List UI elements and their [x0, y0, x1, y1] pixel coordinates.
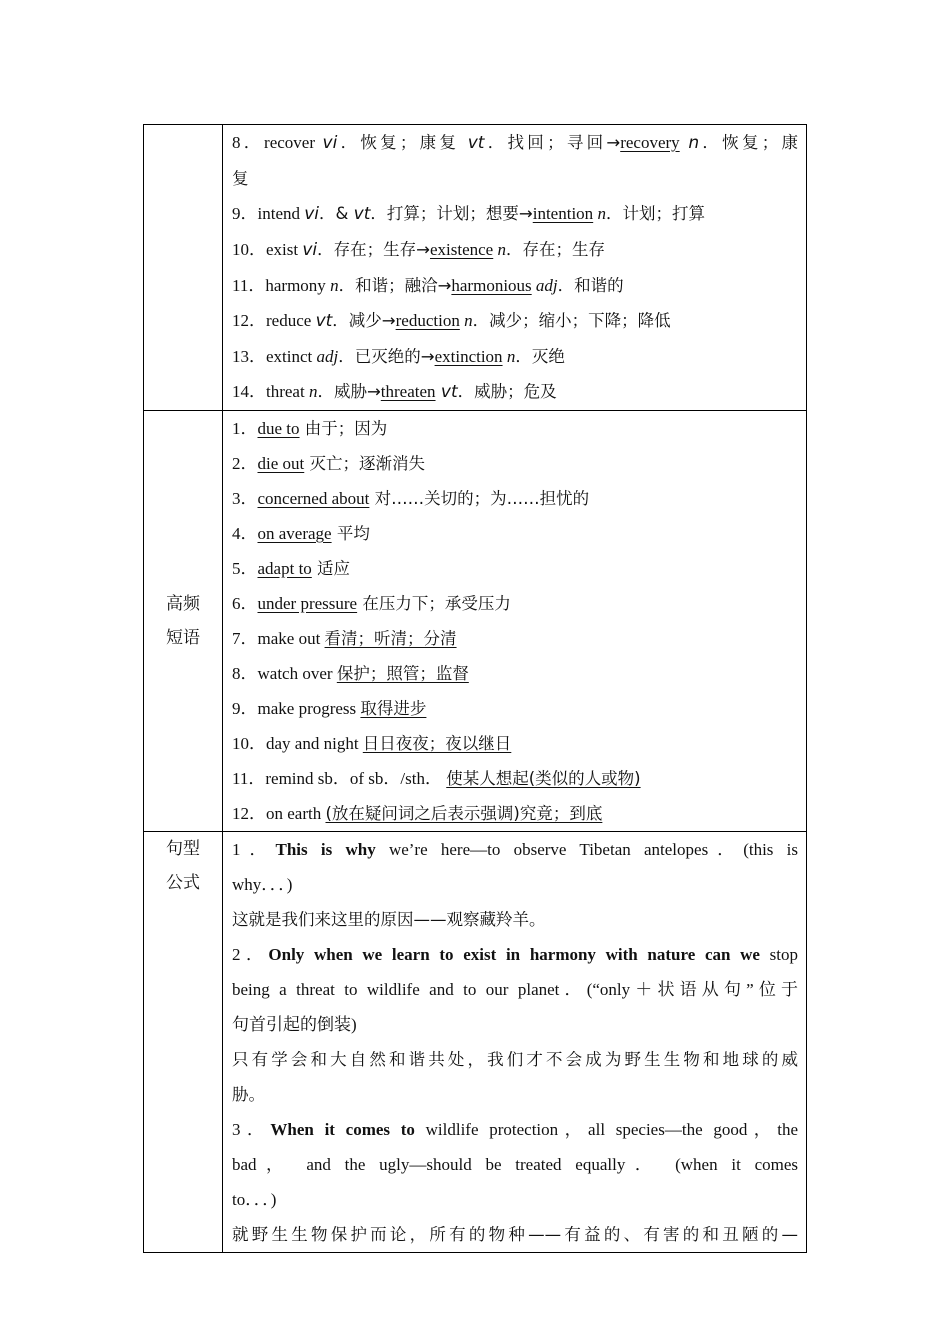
- phrase-item-1: 1．due to 由于；因为: [232, 419, 388, 438]
- vocabulary-table: [143, 124, 807, 1253]
- sentences-row: [144, 832, 807, 1253]
- sentence-3-line1: 3．When it comes to wildlife protection，all species—the good，the: [232, 1120, 799, 1139]
- phrases-label-line2: 短语: [166, 628, 200, 648]
- phrase-item-3: 3．concerned about 对……关切的；为……担忧的: [232, 489, 590, 508]
- phrase-item-11: 11．remind sb．of sb．/sth． 使某人想起(类似的人或物): [232, 769, 641, 788]
- derived-word: reduction: [395, 311, 460, 330]
- phrase-item-2: 2．die out 灭亡；逐渐消失: [232, 454, 425, 473]
- sentence-2-translation-1: 只有学会和大自然和谐共处，我们才不会成为野生生物和地球的威: [232, 1050, 798, 1069]
- vocab-item-10: 10．exist vi．存在；生存→existence n．存在；生存: [232, 240, 605, 260]
- vocab-item-9: 9．intend vi．& vt．打算；计划；想要→intention n．计划；打算: [232, 204, 705, 224]
- phrases-label-line1: 高频: [166, 594, 200, 614]
- sentence-3-translation-1: 就野生生物保护而论，所有的物种——有益的、有害的和丑陋的—: [232, 1225, 798, 1244]
- sentence-3-line3: to．．．): [232, 1190, 277, 1209]
- sentences-label-cell: [144, 832, 223, 1253]
- sentence-2-line1: 2．Only when we learn to exist in harmony with nature can we stop: [232, 945, 799, 964]
- sentences-label-line2: 公式: [166, 873, 200, 893]
- phrase-item-9: 9．make progress 取得进步: [232, 699, 427, 718]
- derived-word: existence: [429, 240, 494, 259]
- derived-word: recovery: [620, 133, 680, 152]
- phrase-item-12: 12．on earth (放在疑问词之后表示强调)究竟；到底: [232, 804, 603, 823]
- sentence-1-line1: 1．This is why we’re here—to observe Tibetan antelopes．(this is: [232, 840, 799, 859]
- phrase-item-5: 5．adapt to 适应: [232, 559, 351, 578]
- vocab-item-12: 12．reduce vt．减少→reduction n．减少；缩小；下降；降低: [232, 311, 671, 331]
- vocab-content-cell: [223, 125, 807, 411]
- sentence-2-line2: being a threat to wildlife and to our planet．(“only＋状语从句”位于: [232, 980, 798, 999]
- sentence-3-line2: bad， and the ugly—should be treated equally． (when it comes: [232, 1155, 798, 1174]
- phrase-item-10: 10．day and night 日日夜夜；夜以继日: [232, 734, 512, 753]
- vocab-item-11: 11．harmony n．和谐；融洽→harmonious adj．和谐的: [232, 276, 624, 295]
- vocab-item-13: 13．extinct adj．已灭绝的→extinction n．灭绝: [232, 347, 565, 366]
- derived-word: threaten: [380, 382, 436, 401]
- sentence-1-line2: why．．．): [232, 875, 293, 894]
- vocab-row: [144, 125, 807, 411]
- sentences-label-line1: 句型: [166, 839, 200, 859]
- phrase-item-4: 4．on average 平均: [232, 524, 370, 543]
- sentence-2-line3: 句首引起的倒装): [232, 1015, 357, 1034]
- phrases-content-cell: [223, 411, 807, 832]
- derived-word: extinction: [434, 347, 503, 366]
- sentence-1-translation: 这就是我们来这里的原因——观察藏羚羊。: [232, 910, 546, 929]
- derived-word: intention: [532, 204, 594, 223]
- phrase-item-7: 7．make out 看清；听清；分清: [232, 629, 457, 648]
- phrases-row: [144, 411, 807, 832]
- phrase-item-8: 8．watch over 保护；照管；监督: [232, 664, 469, 683]
- derived-word: harmonious: [451, 276, 532, 295]
- sentences-content-cell: [223, 832, 807, 1253]
- vocab-label-cell: [144, 125, 223, 411]
- sentence-2-translation-2: 胁。: [232, 1085, 265, 1104]
- vocab-item-14: 14．threat n．威胁→threaten vt．威胁；危及: [232, 382, 557, 402]
- phrase-item-6: 6．under pressure 在压力下；承受压力: [232, 594, 511, 613]
- vocab-item-8: 8．recover vi．恢复；康复 vt．找回；寻回→recovery n．恢复；康: [232, 133, 798, 153]
- vocab-item-8-continued: 复: [232, 169, 249, 188]
- phrases-label-cell: [144, 411, 223, 832]
